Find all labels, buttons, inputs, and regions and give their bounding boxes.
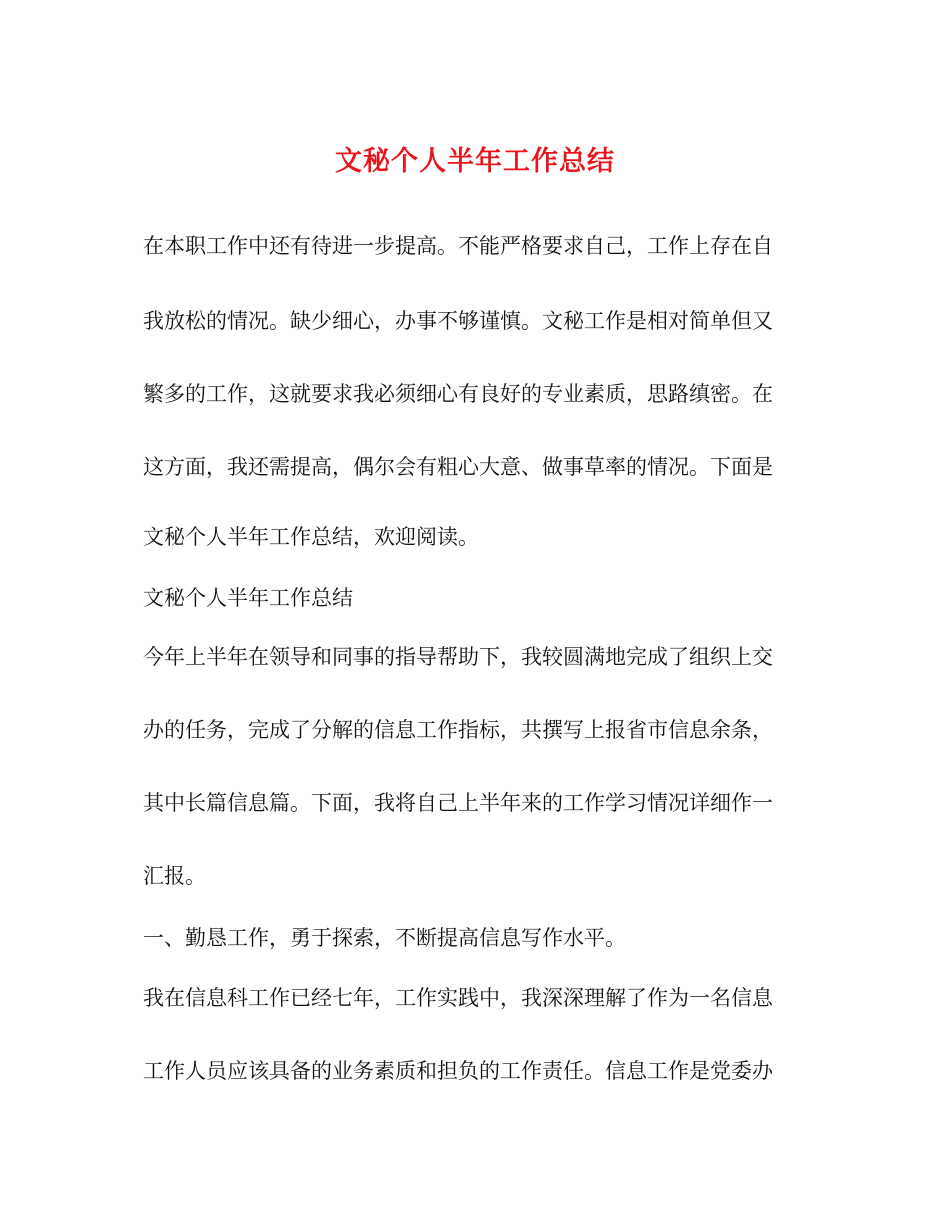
section-heading-summary: 文秘个人半年工作总结 (143, 586, 353, 610)
body-line-10: 我在信息科工作已经七年，工作实践中，我深深理解了作为一名信息 (143, 986, 773, 1010)
document-title: 文秘个人半年工作总结 (335, 146, 615, 177)
body-line-11: 工作人员应该具备的业务素质和担负的工作责任。信息工作是党委办 (143, 1059, 773, 1083)
body-line-4: 这方面，我还需提高，偶尔会有粗心大意、做事草率的情况。下面是 (143, 455, 773, 479)
body-line-5: 文秘个人半年工作总结，欢迎阅读。 (143, 525, 479, 549)
body-line-7: 办的任务，完成了分解的信息工作指标，共撰写上报省市信息余条， (143, 718, 773, 742)
body-line-9: 汇报。 (143, 864, 206, 888)
body-line-6: 今年上半年在领导和同事的指导帮助下，我较圆满地完成了组织上交 (143, 645, 773, 669)
body-line-3: 繁多的工作，这就要求我必须细心有良好的专业素质，思路缜密。在 (143, 382, 773, 406)
section-heading-1: 一、勤恳工作，勇于探索，不断提高信息写作水平。 (143, 926, 626, 950)
body-line-1: 在本职工作中还有待进一步提高。不能严格要求自己，工作上存在自 (143, 234, 773, 258)
body-line-2: 我放松的情况。缺少细心，办事不够谨慎。文秘工作是相对简单但又 (143, 309, 773, 333)
body-line-8: 其中长篇信息篇。下面，我将自己上半年来的工作学习情况详细作一 (143, 791, 773, 815)
